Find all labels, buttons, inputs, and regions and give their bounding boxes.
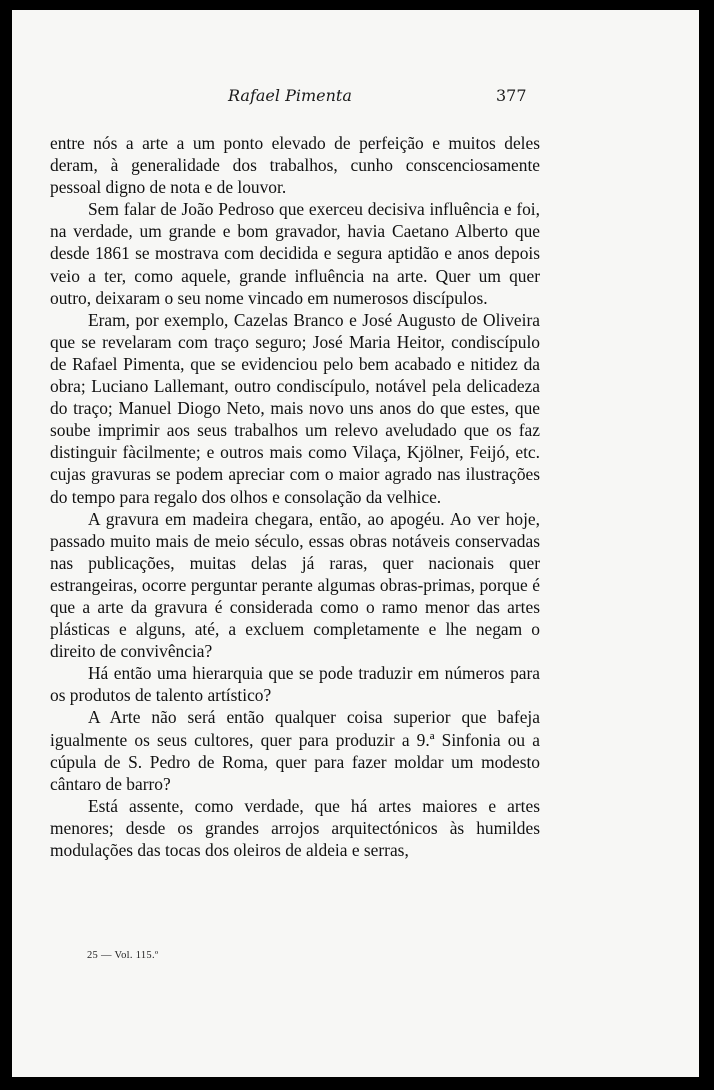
running-title: Rafael Pimenta: [228, 86, 352, 105]
paragraph: entre nós a arte a um ponto elevado de perfeição e muitos deles deram, à generalidade dos trabalhos, cunho conscenciosamente pessoal digno de nota e de louvor.: [50, 133, 540, 198]
paragraph: Sem falar de João Pedroso que exerceu decisiva influência e foi, na verdade, um grande e bom gravador, havia Caetano Alberto que desde 1861 se mostrava com decidida e segura aptidão e anos depois veio a ter, como aquele, grande influência na arte. Quer um quer outro, deixaram o seu nome vincado em numerosos discípulos.: [50, 199, 540, 308]
paragraph: Eram, por exemplo, Cazelas Branco e José Augusto de Oliveira que se revelaram com traço seguro; José Maria Heitor, condiscípulo de Rafael Pimenta, que se evidenciou pelo bem acabado e nitidez da obra; Luciano Lallemant, outro condiscípulo, notável pela delicadeza do traço; Manuel Diogo Neto, mais novo uns anos do que estes, que soube imprimir aos seus trabalhos um relevo aveludado que os faz distinguir fàcilmente; e outros mais como Vilaça, Kjölner, Feijó, etc. cujas gravuras se podem apreciar com o maior agrado nas ilustrações do tempo para regalo dos olhos e consolação da velhice.: [50, 309, 540, 507]
paragraph: A Arte não será então qualquer coisa superior que bafeja igualmente os seus cultores, quer para produzir a 9.ª Sinfonia ou a cúpula de S. Pedro de Roma, quer para fazer moldar um modesto cântaro de barro?: [50, 707, 540, 794]
page-number: 377: [496, 86, 527, 105]
book-page: [12, 10, 699, 1077]
paragraph: Há então uma hierarquia que se pode traduzir em números para os produtos de talento artístico?: [50, 663, 540, 706]
body-text: [50, 132, 540, 861]
paragraph: Está assente, como verdade, que há artes maiores e artes menores; desde os grandes arrojos arquitectónicos às humildes modulações das tocas dos oleiros de aldeia e serras,: [50, 795, 540, 860]
paragraph: A gravura em madeira chegara, então, ao apogéu. Ao ver hoje, passado muito mais de meio século, essas obras notáveis conservadas nas publicações, muitas delas já raras, quer nacionais quer estrangeiras, ocorre perguntar perante algumas obras-primas, porque é que a arte da gravura é considerada como o ramo menor das artes plásticas e alguns, até, a excluem completamente e lhe negam o direito de convivência?: [50, 508, 540, 662]
printer-signature: 25 — Vol. 115.º: [87, 950, 159, 961]
